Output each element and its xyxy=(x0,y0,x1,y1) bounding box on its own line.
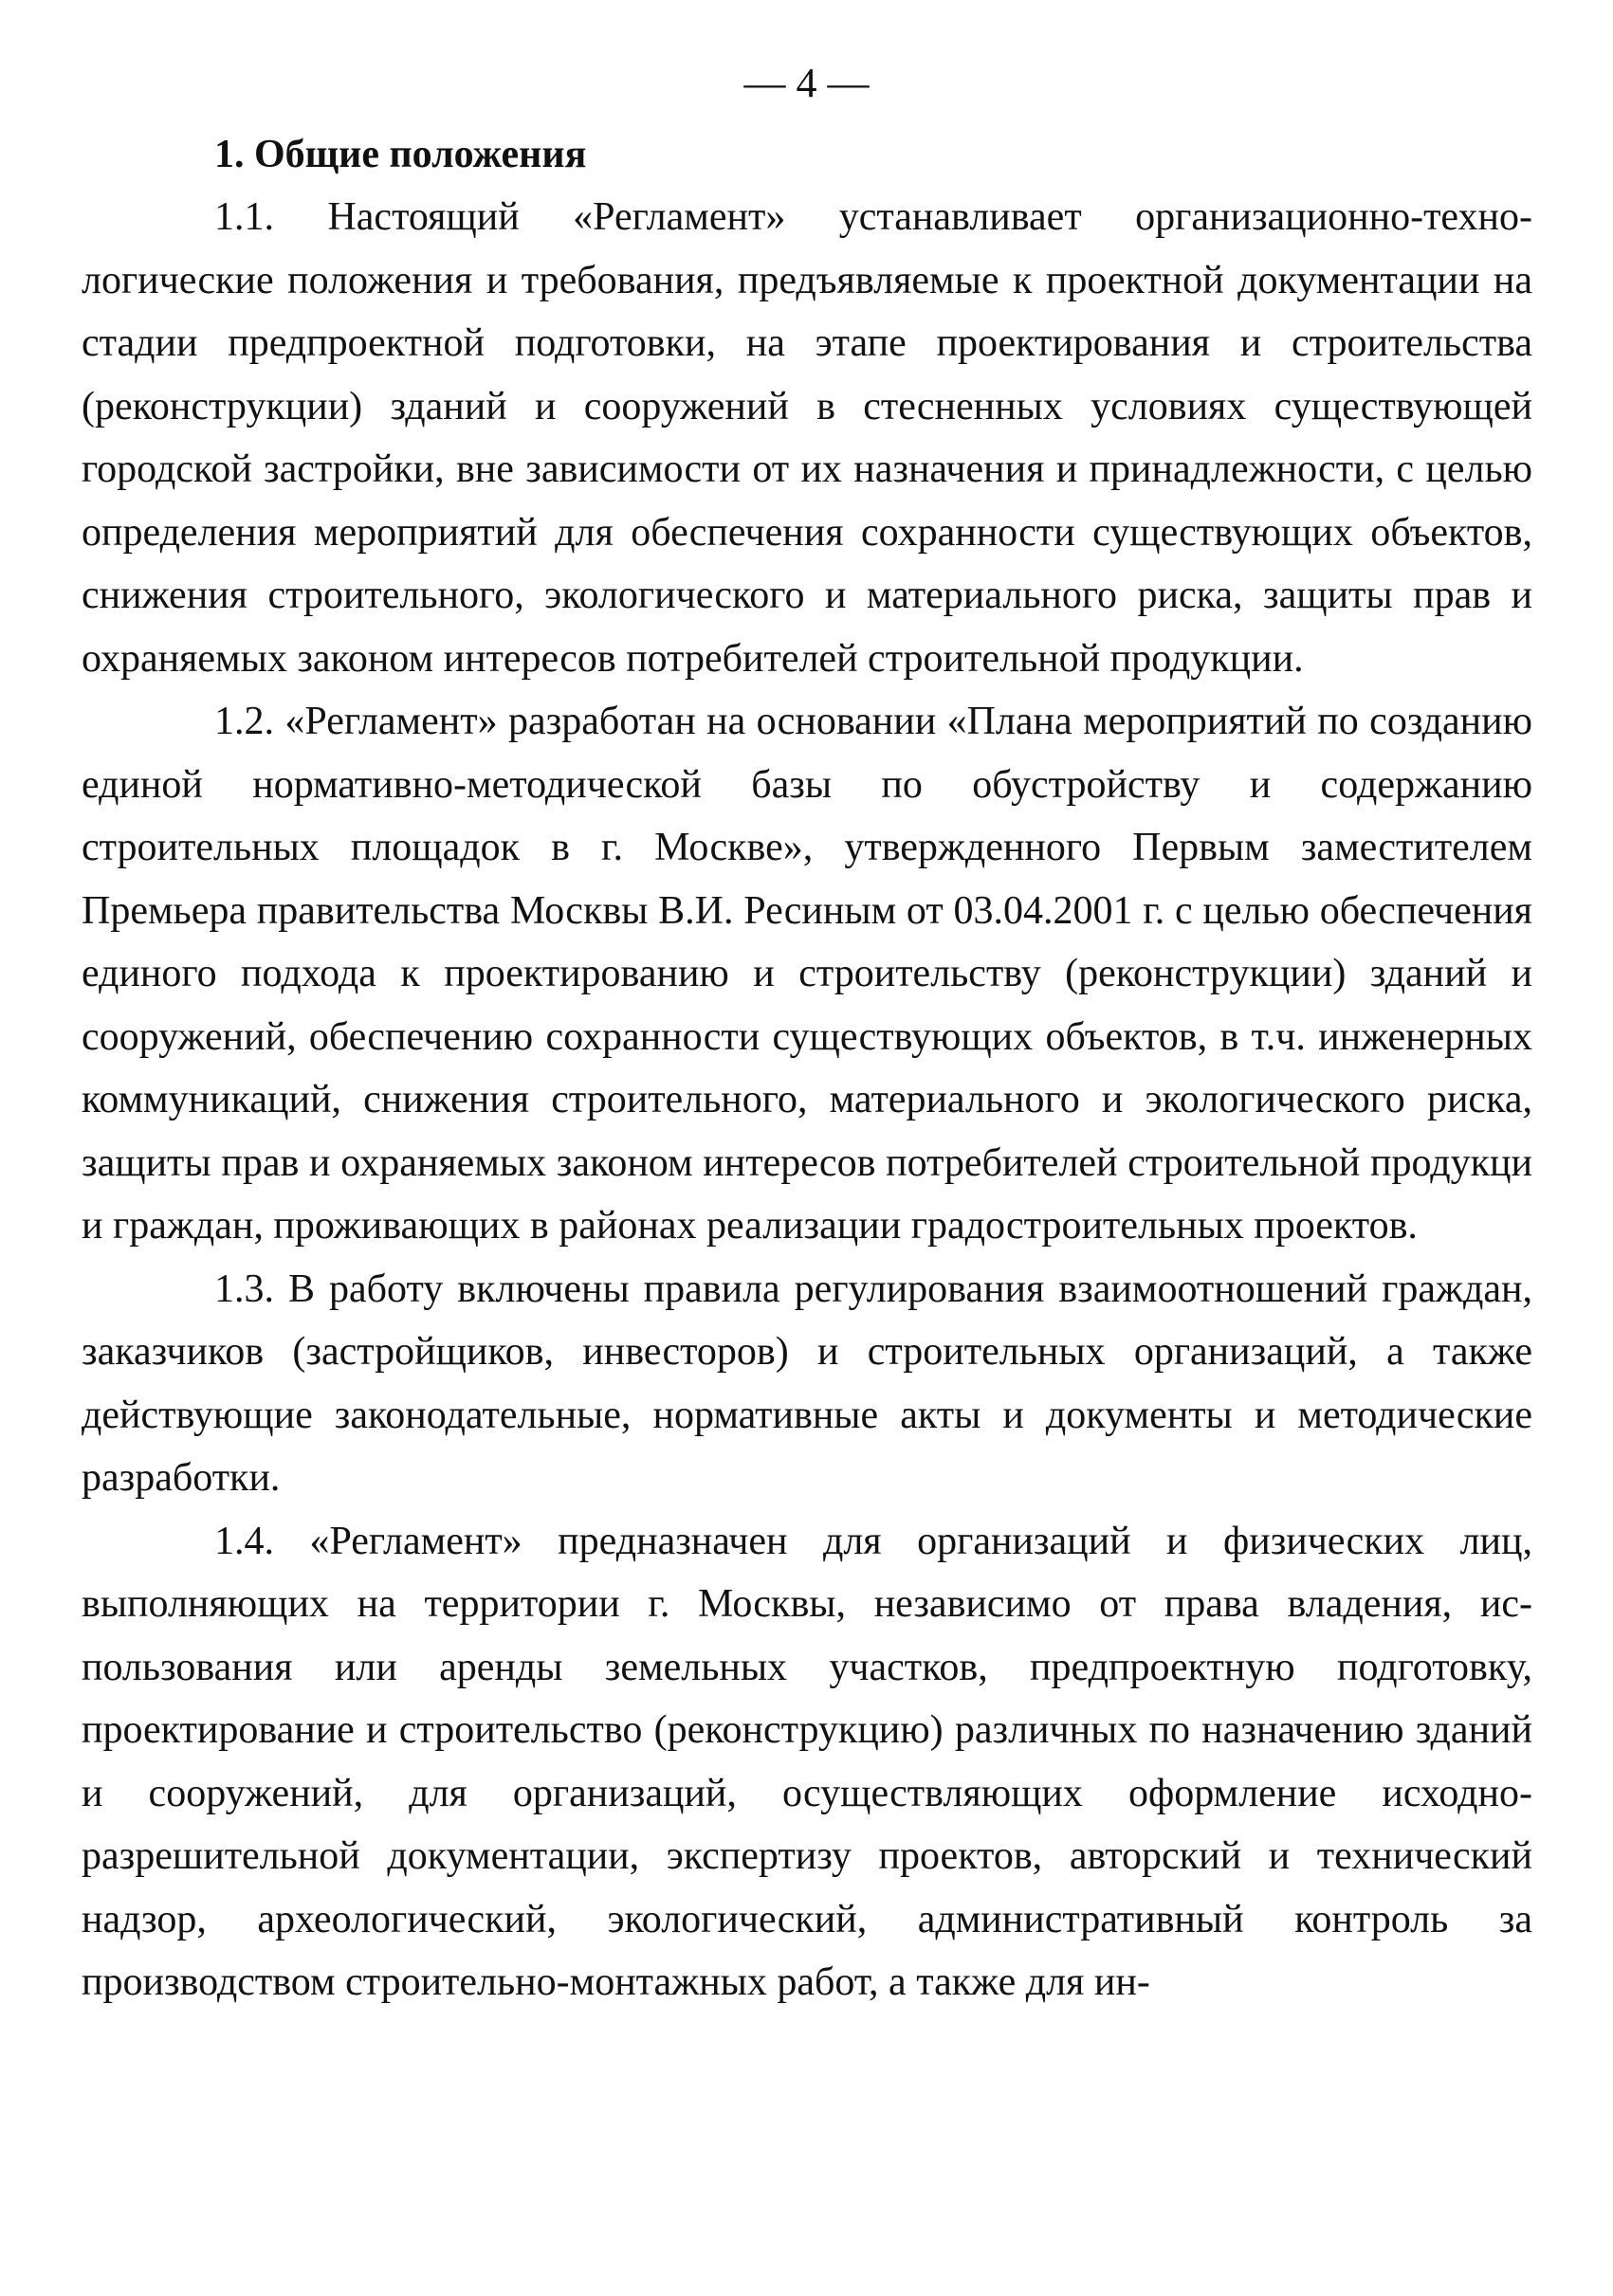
section-general-provisions xyxy=(82,123,1532,2014)
paragraph-1-1: 1.1. Настоящий «Регламент» устанавливает организационно-технологические положения и требования, предъявляемые к проектной документации на стадии предпроектной подготовки, на этапе проектирования и строительства (реконструкции) зданий и сооружений в стесненных условиях существующей городской застройки, вне зависимости от их назначения и принадлежности, с целью определения мероприятий для обеспечения сохранности существующих объектов, снижения строительного, экологического и материального риска, защиты прав и охраняемых законом интересов потребителей строительной продукции. xyxy=(82,195,1532,681)
section-heading: 1. Общие положения xyxy=(214,133,587,176)
paragraph-1-3: 1.3. В работу включены правила регулирования взаимоотношений граждан, заказчиков (застройщиков, инвесторов) и строительных организаций, а также действующие законодательные, нормативные акты и документы и методические разработки. xyxy=(82,1266,1532,1500)
paragraph-1-2: 1.2. «Регламент» разработан на основании «Плана мероприятий по созданию единой нормативно-методической базы по обустройству и содержанию строительных площадок в г. Москве», утвержденного Первым заместителем Премьера правительства Москвы В.И. Ресиным от 03.04.2001 г. с целью обеспечения единого подхода к проектированию и строительству (реконструкции) зданий и сооружений, обеспечению сохранности существующих объектов, в т.ч. инженерных коммуникаций, снижения строительного, материального и экологического риска, защиты прав и охраняемых законом интересов потребителей строительной продукци и граждан, проживающих в районах реализации градостроительных проектов. xyxy=(82,700,1532,1248)
page-number: — 4 — xyxy=(743,60,870,106)
paragraph-1-4: 1.4. «Регламент» предназначен для организаций и физических лиц, выполняющих на территории г. Москвы, независимо от права владения, использования или аренды земельных участков, предпроектную подготовку, проектирование и строительство (реконструкцию) различных по назначению зданий и сооружений, для организаций, осуществляющих оформление исходно-разрешительной документации, экспертизу проектов, авторский и технический надзор, археологический, экологический, административный контроль за производством строительно-монтажных работ, а также для ин- xyxy=(82,1519,1532,2004)
